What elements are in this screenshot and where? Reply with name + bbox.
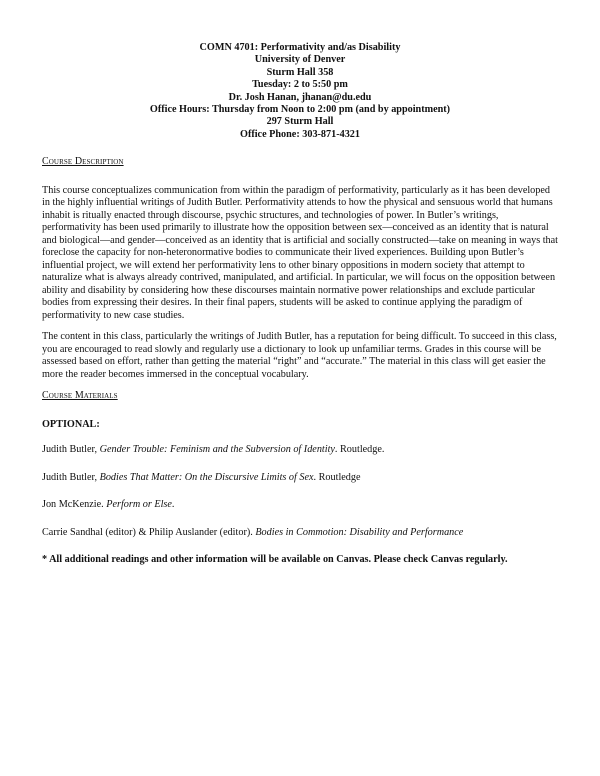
reading-item <box>42 444 558 457</box>
reading-item <box>42 527 558 540</box>
reading-title: Bodies That Matter: On the Discursive Limits of Sex <box>99 471 314 483</box>
reading-author: Judith Butler, <box>42 471 100 483</box>
reading-item <box>42 499 558 512</box>
office-phone: Office Phone: 303-871-4321 <box>240 128 360 140</box>
office-hours: Office Hours: Thursday from Noon to 2:00 pm (and by appointment) <box>149 104 451 116</box>
university-name: University of Denver <box>254 54 346 66</box>
reading-item <box>42 472 558 485</box>
reading-publisher: . Routledge. <box>334 444 385 456</box>
reading-publisher: . Routledge <box>313 471 361 483</box>
reading-title: Bodies in Commotion: Disability and Performance <box>255 526 464 538</box>
reading-publisher: . <box>171 499 175 511</box>
reading-author: Judith Butler, <box>42 444 100 456</box>
canvas-note: * All additional readings and other information will be available on Canvas. Please check Canvas regularly. <box>42 554 508 566</box>
description-paragraph-2: The content in this class, particularly the writings of Judith Butler, has a reputation for being difficult. To succeed in this class, you are encouraged to read slowly and regularly use a dictionary to look up unfamiliar terms. Grades in this course will be assessed based on effort, rather than getting the material “right” and “accurate.” The material in this class will get easier the more the reader becomes immersed in the conceptual vocabulary. <box>42 331 557 380</box>
reading-title: Gender Trouble: Feminism and the Subversion of Identity <box>99 444 335 456</box>
course-time: Tuesday: 2 to 5:50 pm <box>252 79 348 91</box>
course-header <box>42 42 558 141</box>
course-description-heading: Course Description <box>42 156 124 168</box>
course-title: COMN 4701: Performativity and/as Disability <box>199 42 401 53</box>
reading-author: Jon McKenzie. <box>42 499 107 511</box>
course-materials-heading: Course Materials <box>42 390 118 402</box>
course-location: Sturm Hall 358 <box>266 66 334 78</box>
reading-author: Carrie Sandhal (editor) & Philip Auslander (editor). <box>42 526 256 538</box>
office-room: 297 Sturm Hall <box>266 116 334 128</box>
description-paragraph-1: This course conceptualizes communication from within the paradigm of performativity, particularly as it has been developed in the highly influential writings of Judith Butler. Performativity attends to how the physical and sensuous world that humans inhabit is ritually enacted through discourse, psychic structures, and technologies of power. In Butler’s writings, performativity has been used primarily to illustrate how the opposition between sex—conceived as an identity that is natural and biological—and gender—conceived as an identity that is artificial and socially constructed—take on meaning in ways that foreclose the capacity for non-heteronormative bodies to communicate their lived experiences. Building upon Butler’s influential project, we will extend her performativity lens to other binary oppositions in modern society that attempt to naturalize what is always already contrived, manipulated, and artificial. In particular, we will focus on the opposition between ability and disability by considering how these discourses maintain normative power relationships and exclude particular bodies from expressing their desires. In their final papers, students will be asked to continue applying the paradigm of performativity to new case studies. <box>42 184 559 321</box>
optional-label: OPTIONAL: <box>42 418 100 430</box>
instructor-contact: Dr. Josh Hanan, jhanan@du.edu <box>228 91 372 103</box>
reading-title: Perform or Else <box>106 499 172 511</box>
